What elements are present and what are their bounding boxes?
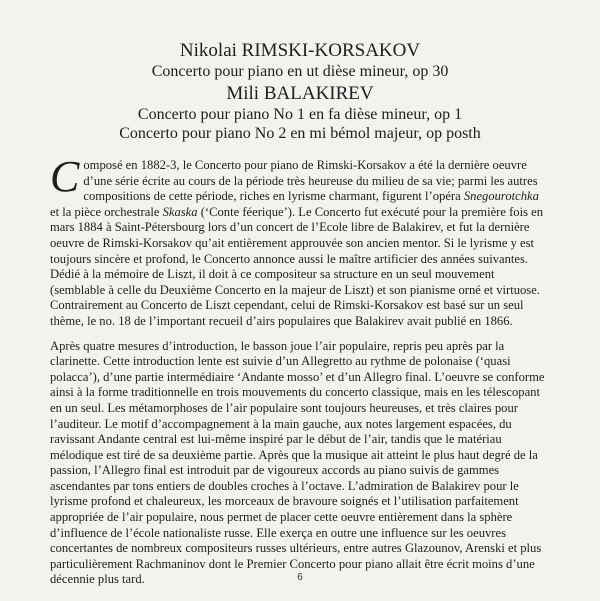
body-text xyxy=(50,152,550,597)
opera-title: Snegourotchka xyxy=(463,189,539,204)
composer-first-name: Mili xyxy=(226,83,260,104)
work-title-balakirev-1: Concerto pour piano No 1 en fa dièse mineur, op 1 xyxy=(137,106,463,123)
paragraph-1 xyxy=(50,152,550,330)
composer-last-name: BALAKIREV xyxy=(263,83,374,104)
page-number: 6 xyxy=(297,572,303,583)
paragraph-1-text-c: (‘Conte féerique’). Le Concerto fut exécuté pour la première fois en mars 1884 à Saint-Pétersbourg lors d’un concert de l’Ecole libre de Balakirev, et fut la dernière oeuvre de Rimski-Korsakov qu’ait entièrement approuvée son ancien mentor. Si le lyrisme y est toujours sincère et profond, le Concerto annonce aussi le maître artificier des années suivantes. Dédié à la mémoire de Liszt, il doit à ce compositeur sa structure en un seul mouvement (semblable à celle du Deuxième Concerto en la majeur de Liszt) et son pianisme orné et virtuose. Contrairement au Concerto de Liszt cependant, celui de Rimski-Korsakov est basé sur un seul thème, le no. 18 de l’important recueil d’airs populaires que Balakirev avait publié en 1866. xyxy=(50,204,544,328)
composer-heading-balakirev xyxy=(0,83,600,105)
composer-first-name: Nikolai xyxy=(179,40,237,61)
drop-cap: C xyxy=(50,152,80,201)
composer-heading-rimski xyxy=(0,40,600,62)
paragraph-2: Après quatre mesures d’introduction, le basson joue l’air populaire, repris peu après par la clarinette. Cette introduction lente est suivie d’un Allegretto au rythme de polonaise (‘quasi polacca’), d’une partie intermédiaire ‘Andante mosso’ et d’un Allegro final. L’oeuvre se conforme ainsi à la forme traditionnelle en trois mouvements du concerto classique, mais en les télescopant en un seul. Les métamorphoses de l’air populaire sont toujours heureuses, et très claires pour l’auditeur. Le motif d’accompagnement à la main gauche, aux notes largement espacées, du ravissant Andante central est lui-même inspiré par le début de l’air, tandis que le matériau mélodique est tiré de sa deuxième partie. Après que la musique ait atteint le plus haut degré de la passion, l’Allegro final est introduit par de vigoureux accords au piano suivis de gammes ascendantes par tons entiers de doubles croches à l’octave. L’admiration de Balakirev pour le lyrisme profond et chaleureux, les morceaux de bravoure soignés et l’utilisation parfaitement appropriée de l’air populaire, nous permet de placer cette oeuvre entièrement dans la sphère d’influence de l’école nationaliste russe. Elle exerça en outre une influence sur les oeuvres concertantes de nombreux compositeurs russes ultérieurs, entre autres Glazounov, Arenski et plus particulièrement Rachmaninov dont le Premier Concerto pour piano allait être écrit moins d’une décennie plus tard. xyxy=(50,338,545,587)
heading-block xyxy=(0,40,600,143)
composer-last-name: RIMSKI-KORSAKOV xyxy=(241,40,421,61)
paragraph-1-text-a: omposé en 1882-3, le Concerto pour piano de Rimski-Korsakov a été la dernière oeuvre d’une série écrite au cours de la période très heureuse du milieu de sa vie; parmi les autres compositions de cette période, riches en lyrisme charmant, figurent l’opéra xyxy=(83,158,538,204)
work-title-balakirev-2: Concerto pour piano No 2 en mi bémol majeur, op posth xyxy=(119,125,481,142)
paragraph-1-text-b: et la pièce orchestrale xyxy=(50,204,163,219)
orchestral-piece-title: Skaska xyxy=(162,204,198,219)
work-title-rimski: Concerto pour piano en ut dièse mineur, op 30 xyxy=(151,63,449,80)
